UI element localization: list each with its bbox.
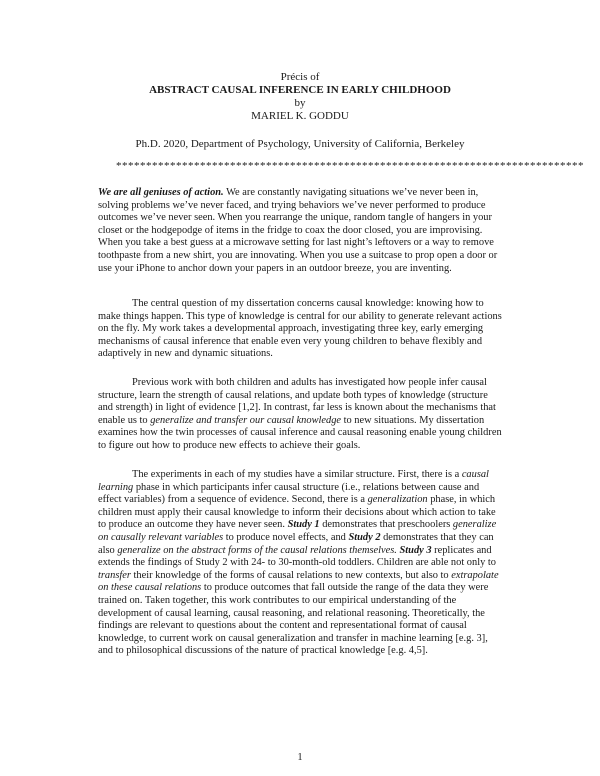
p4-text: The experiments in each of my studies have a similar structure. First, there is a [132,469,462,480]
paragraph-3 [98,377,505,453]
author-name: MARIEL K. GODDU [251,110,349,122]
paragraph-1-text: We are constantly navigating situations we’ve never been in, solving problems we’ve never faced, and trying behaviors we’ve never performed to produce outcomes we’ve never seen. When you rearrange the unique, random tangle of hangers in your closet or the hodgepodge of items in the fridge to coax the door closed, you are improvising. When you take a best guess at a microwave setting for last night’s leftovers or a way to remove toothpaste from a new shirt, you are innovating. When you use a suitcase to prop open a door or use your iPhone to anchor down your papers in an outdoor breeze, you are inventing. [98,187,498,274]
p4-emphasis: generalize on causally relevant variables [98,519,497,543]
p4-emphasis: extrapolate on these causal relations [98,569,499,594]
p4-text: replicates and extends the findings of Study 2 with 24- to 30-month-old toddlers. Children are able not only to [98,544,496,569]
precis-label: Précis of [280,71,320,83]
paragraph-3-emphasis: generalize and transfer our causal knowledge [150,414,341,426]
p4-text: their knowledge of the forms of causal relations to new contexts, but also to [130,569,452,581]
paragraph-3-text-b: to new situations. My dissertation examines how the twin processes of causal inference and causal reasoning enable young children to figure out how to produce new effects to achieve their goals. [98,414,502,451]
paragraph-3-text-a: Previous work with both children and adults has investigated how people infer causal structure, learn the strength of causal relations, and update both types of knowledge (structure and strength) in light of evidence [1,2]. In contrast, far less is known about the mechanisms that enable us to [98,377,496,426]
p4-text: phase, in which children must apply their causal knowledge to inform their decisions about which action to take to produce an outcome they have never seen. [98,494,496,531]
p4-text: demonstrates that they can also [98,531,494,556]
study-2-label: Study 2 [348,531,381,543]
paragraph-2 [98,298,505,361]
paragraph-1-lead: We are all geniuses of action. [98,187,224,198]
page-number: 1 [297,752,303,763]
paragraph-4 [98,469,505,658]
p4-text: to produce outcomes that fall outside the range of the data they were trained on. Taken together, this work contributes to our empirical understanding of the development of causal learning, causal reasoning, and relational reasoning. Theoretically, the findings are relevant to questions about the content and representational format of causal knowledge, to current work on causal generalization and transfer in machine learning [e.g. 3], and to philosophical discussions of the nature of practical knowledge [e.g. 4,5]. [98,582,489,657]
study-1-label: Study 1 [287,519,320,531]
by-label: by [294,97,306,109]
paragraph-2-text: The central question of my dissertation concerns causal knowledge: knowing how to make things happen. This type of knowledge is central for our ability to generate relevant actions on the fly. My work takes a developmental approach, investigating three key, early emerging mechanisms of causal inference that enable even very young children to behave flexibly and adaptively in new and dynamic situations. [98,298,502,360]
asterisk-divider: ****************************************************************************** [116,160,584,172]
p4-text: demonstrates that preschoolers [319,519,453,531]
p4-emphasis: generalize on the abstract forms of the causal relations themselves. [117,544,397,556]
p4-text: to produce novel effects, and [223,531,349,543]
paragraph-1 [98,187,505,275]
document-title: ABSTRACT CAUSAL INFERENCE IN EARLY CHILDHOOD [149,84,451,96]
degree-line: Ph.D. 2020, Department of Psychology, University of California, Berkeley [135,138,465,150]
p4-emphasis: generalization [367,494,428,506]
p4-text: phase in which participants infer causal structure (i.e., relations between cause and effect variables) from a sequence of evidence. Second, there is a [98,481,480,506]
study-3-label: Study 3 [399,544,432,556]
p4-emphasis: transfer [98,569,131,581]
p4-emphasis: causal learning [98,469,489,493]
